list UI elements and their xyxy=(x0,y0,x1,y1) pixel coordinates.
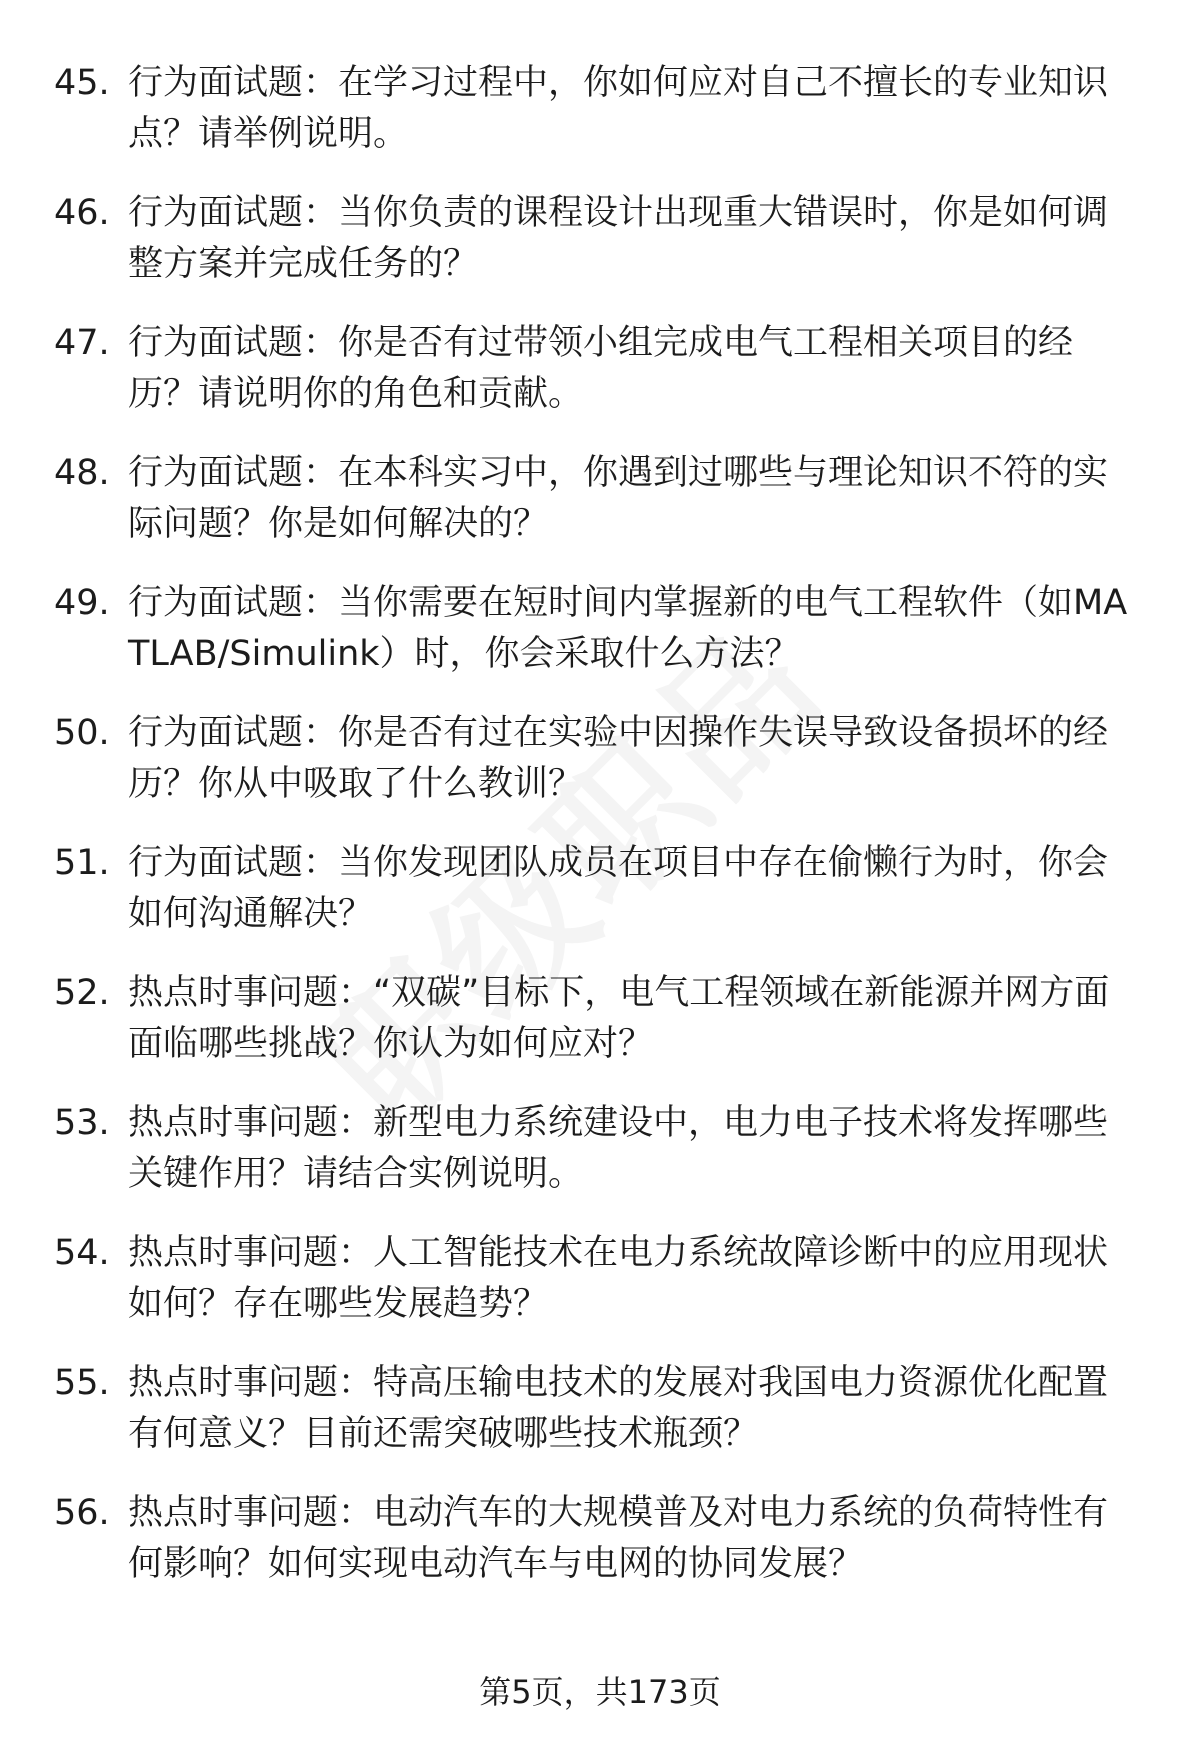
question-item-55 xyxy=(0,1358,1200,1488)
question-number: 49. xyxy=(54,583,110,623)
question-item-46 xyxy=(0,188,1200,318)
question-item-47 xyxy=(0,318,1200,448)
question-number: 54. xyxy=(54,1233,110,1273)
question-text: 行为面试题：在本科实习中，你遇到过哪些与理论知识不符的实际问题？你是如何解决的？ xyxy=(128,453,1109,544)
question-number: 51. xyxy=(54,843,110,883)
question-text: 热点时事问题：新型电力系统建设中，电力电子技术将发挥哪些关键作用？请结合实例说明。 xyxy=(128,1103,1109,1194)
question-item-54 xyxy=(0,1228,1200,1358)
question-text: 行为面试题：当你发现团队成员在项目中存在偷懒行为时，你会如何沟通解决？ xyxy=(128,843,1109,934)
question-number: 55. xyxy=(54,1363,110,1403)
question-item-49 xyxy=(0,578,1200,708)
question-number: 45. xyxy=(54,63,110,103)
question-number: 52. xyxy=(54,973,110,1013)
question-item-50 xyxy=(0,708,1200,838)
question-number: 56. xyxy=(54,1493,110,1533)
question-item-51 xyxy=(0,838,1200,968)
question-item-53 xyxy=(0,1098,1200,1228)
question-text: 热点时事问题：电动汽车的大规模普及对电力系统的负荷特性有何影响？如何实现电动汽车与电网的协同发展？ xyxy=(128,1493,1109,1584)
question-text: 行为面试题：你是否有过在实验中因操作失误导致设备损坏的经历？你从中吸取了什么教训？ xyxy=(128,713,1109,804)
question-item-52 xyxy=(0,968,1200,1098)
question-text: 热点时事问题：人工智能技术在电力系统故障诊断中的应用现状如何？存在哪些发展趋势？ xyxy=(128,1233,1109,1324)
question-item-48 xyxy=(0,448,1200,578)
question-number: 46. xyxy=(54,193,110,233)
question-number: 53. xyxy=(54,1103,110,1143)
question-text: 行为面试题：当你需要在短时间内掌握新的电气工程软件（如MATLAB/Simulink）时，你会采取什么方法？ xyxy=(128,583,1128,674)
question-number: 50. xyxy=(54,713,110,753)
question-number: 47. xyxy=(54,323,110,363)
question-text: 行为面试题：当你负责的课程设计出现重大错误时，你是如何调整方案并完成任务的？ xyxy=(128,193,1109,284)
question-list xyxy=(0,58,1200,1618)
question-item-56 xyxy=(0,1488,1200,1618)
question-number: 48. xyxy=(54,453,110,493)
question-text: 热点时事问题：“双碳”目标下，电气工程领域在新能源并网方面面临哪些挑战？你认为如何应对？ xyxy=(128,973,1110,1064)
question-text: 行为面试题：在学习过程中，你如何应对自己不擅长的专业知识点？请举例说明。 xyxy=(128,63,1109,154)
question-text: 行为面试题：你是否有过带领小组完成电气工程相关项目的经历？请说明你的角色和贡献。 xyxy=(128,323,1074,414)
question-text: 热点时事问题：特高压输电技术的发展对我国电力资源优化配置有何意义？目前还需突破哪些技术瓶颈？ xyxy=(128,1363,1109,1454)
question-item-45 xyxy=(0,58,1200,188)
page-number-footer: 第5页，共173页 xyxy=(479,1673,721,1711)
